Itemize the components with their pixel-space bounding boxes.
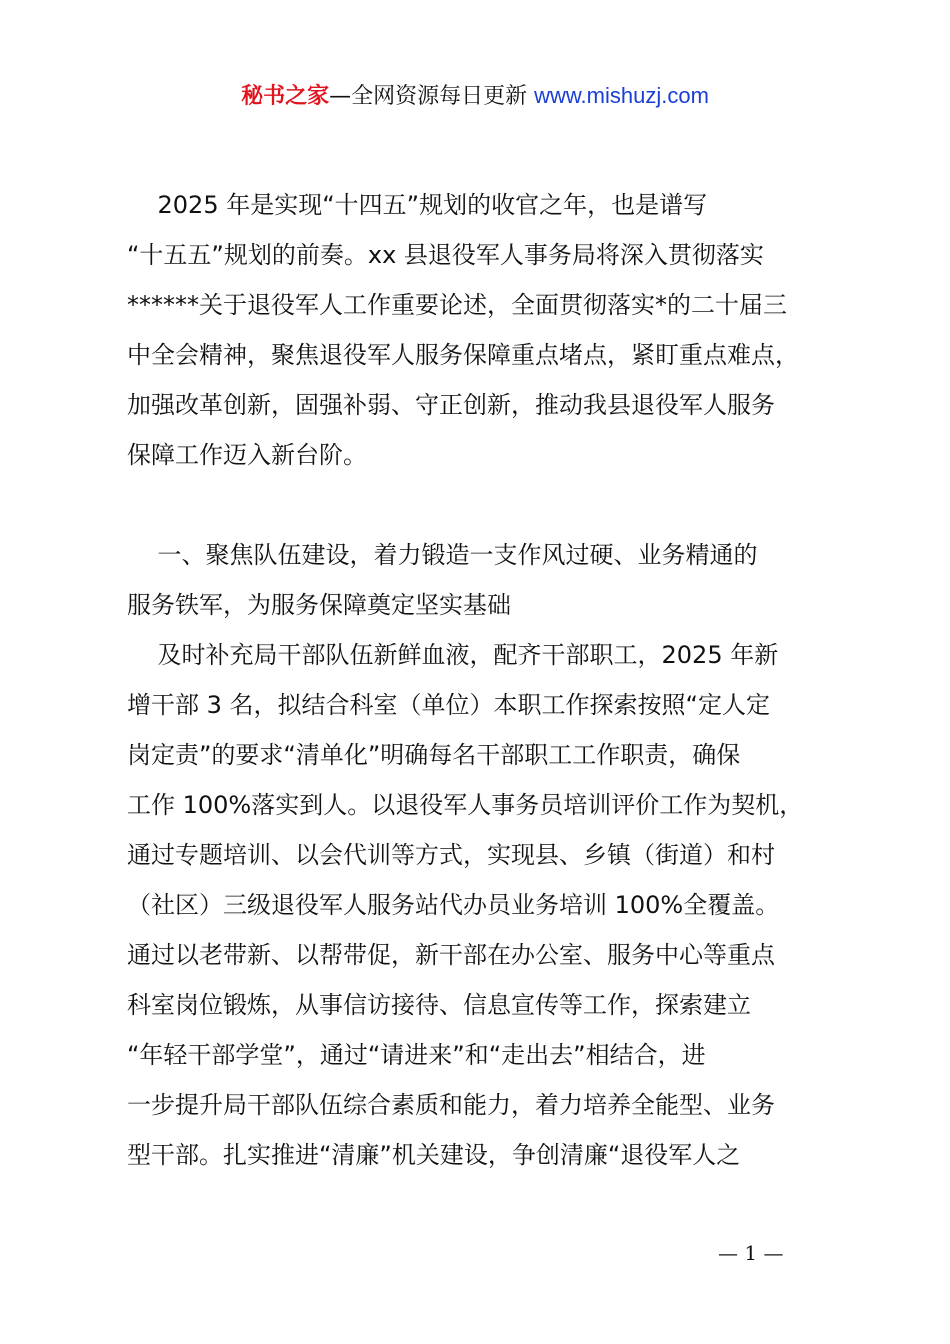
body-line: 通过以老带新、以帮带促，新干部在办公室、服务中心等重点 (127, 941, 775, 969)
body-line: 工作 100%落实到人。以退役军人事务员培训评价工作为契机， (127, 791, 804, 819)
body-line: 科室岗位锻炼，从事信访接待、信息宣传等工作，探索建立 (127, 991, 751, 1019)
section-heading (127, 530, 835, 630)
body-line: 岗定责”的要求“清单化”明确每名干部职工工作职责，确保 (127, 741, 741, 769)
intro-line: “十五五”规划的前奏。xx 县退役军人事务局将深入贯彻落实 (127, 241, 764, 269)
intro-line: 2025 年是实现“十四五”规划的收官之年，也是谱写 (127, 191, 708, 219)
intro-line: ******关于退役军人工作重要论述，全面贯彻落实*的二十届三 (127, 291, 787, 319)
body-line: “年轻干部学堂”，通过“请进来”和“走出去”相结合，进 (127, 1041, 706, 1069)
intro-line: 中全会精神，聚焦退役军人服务保障重点堵点，紧盯重点难点， (127, 341, 799, 369)
intro-line: 加强改革创新，固强补弱、守正创新，推动我县退役军人服务 (127, 391, 775, 419)
body-line: 增干部 3 名，拟结合科室（单位）本职工作探索按照“定人定 (127, 691, 770, 719)
heading-line: 服务铁军，为服务保障奠定坚实基础 (127, 591, 511, 619)
heading-line: 一、聚焦队伍建设，着力锻造一支作风过硬、业务精通的 (127, 541, 758, 569)
page-number: — 1 — (718, 1241, 784, 1265)
body-line: 及时补充局干部队伍新鲜血液，配齐干部职工，2025 年新 (127, 641, 779, 669)
body-line: 型干部。扎实推进“清廉”机关建设，争创清廉“退役军人之 (127, 1141, 741, 1169)
intro-line: 保障工作迈入新台阶。 (127, 441, 367, 469)
body-line: （社区）三级退役军人服务站代办员业务培训 100%全覆盖。 (127, 891, 780, 919)
intro-paragraph (127, 180, 835, 480)
brand-name: 秘书之家 (241, 84, 330, 109)
site-banner (0, 80, 950, 113)
body-line: 一步提升局干部队伍综合素质和能力，着力培养全能型、业务 (127, 1091, 775, 1119)
section-body-paragraph (127, 630, 835, 1180)
site-url-link[interactable]: www.mishuzj.com (534, 83, 709, 108)
banner-tagline: —全网资源每日更新 (329, 84, 535, 109)
body-line: 通过专题培训、以会代训等方式，实现县、乡镇（街道）和村 (127, 841, 775, 869)
